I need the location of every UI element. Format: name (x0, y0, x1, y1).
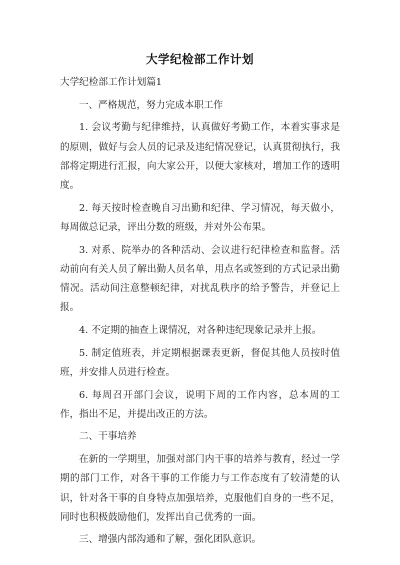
document-title: 大学纪检部工作计划 (146, 52, 254, 66)
document-subtitle: 大学纪检部工作计划篇1 (60, 77, 163, 88)
paragraph-item-4: 4. 不定期的抽查上课情况，对各种违纪现象记录并上报。 (79, 324, 322, 336)
paragraph-item-1: 1. 会议考勤与纪律维持，认真做好考勤工作，本着实事求是的原则，做好与会人员的记录及违纪情况登记，认真贯彻执行，我部将定期进行汇报，向大家公开，以便大家核对，增加工作的透明度。 (60, 122, 340, 192)
document-body (60, 73, 340, 553)
section-heading-3: 三、增强内部沟通和了解，强化团队意识。 (79, 534, 262, 546)
section-heading-1: 一、严格规范，努力完成本职工作 (79, 99, 223, 111)
paragraph-item-5: 5. 制定值班表，并定期根据课表更新，督促其他人员按时值班，并安排人员进行检查。 (60, 347, 340, 378)
paragraph-training: 在新的一学期里，加强对部门内干事的培养与教育，经过一学期的部门工作，对各干事的工作能力与工作态度有了较清楚的认识，针对各干事的自身特点加强培养，克服他们自身的一些不足，同时也积极鼓励他们，发挥出自己优秀的一面。 (60, 454, 340, 523)
paragraph-item-2: 2. 每天按时检查晚自习出勤和纪律、学习情况，每天做小，每周做总记录，评出分数的班级，并对外公布果。 (60, 202, 340, 233)
paragraph-item-6: 6. 每周召开部门会议，说明下周的工作内容，总本周的工作，指出不足，并提出改正的方法。 (60, 389, 340, 420)
section-heading-2: 二、干事培养 (79, 431, 137, 443)
paragraph-item-3: 3. 对系、院举办的各种活动、会议进行纪律检查和监督。活动前向有关人员了解出勤人员名单，用点名或签到的方式记录出勤情况。活动间注意整顿纪律，对扰乱秩序的给予警告，并登记上报。 (60, 244, 340, 314)
